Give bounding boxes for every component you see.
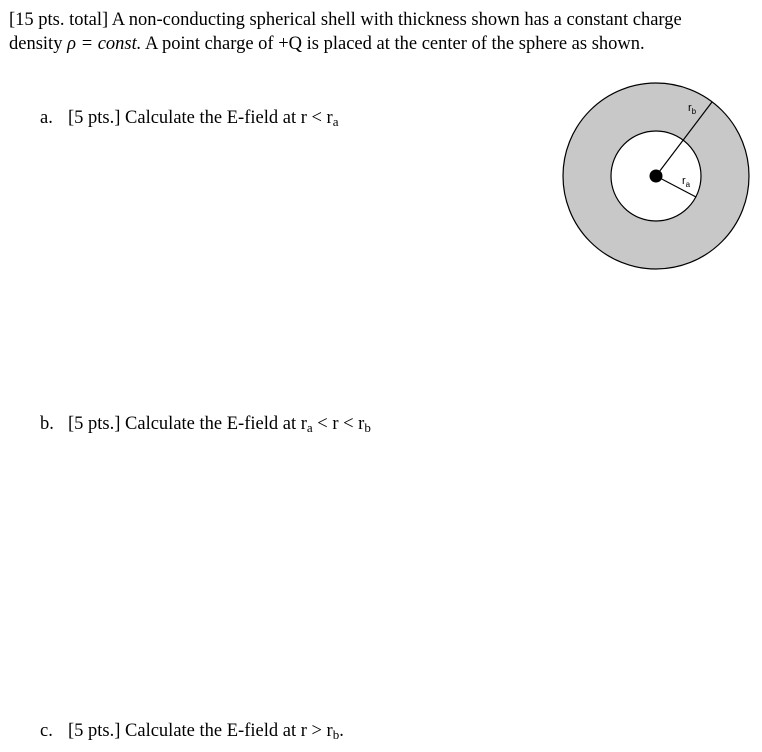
charge-density-expression: ρ = const. <box>67 34 142 54</box>
question-b-text: [5 pts.] Calculate the E-field at r <box>68 414 307 434</box>
question-b-label: b. <box>40 414 54 434</box>
question-c-tail: . <box>339 721 344 741</box>
ra-label: $r_a$ <box>682 175 691 189</box>
problem-statement <box>9 8 739 56</box>
question-a-label: a. <box>40 108 53 128</box>
question-a-text: [5 pts.] Calculate the E-field at r < r <box>68 108 333 128</box>
question-b-subscript-a: a <box>306 420 313 435</box>
question-c <box>40 719 344 747</box>
question-b <box>40 412 371 440</box>
spherical-shell-diagram <box>560 80 756 276</box>
question-b-tail: < r < r <box>312 414 365 434</box>
question-c-subscript: b <box>332 727 340 742</box>
intro-text-2: A point charge of +Q is placed at the center of the sphere as shown. <box>141 34 645 54</box>
rb-label: $r_b$ <box>688 102 697 116</box>
intro-text-1: [15 pts. total] A non-conducting spherical shell with thickness shown has a constant charge density <box>9 10 682 54</box>
question-c-text: [5 pts.] Calculate the E-field at r > r <box>68 721 333 741</box>
question-a-subscript: a <box>332 114 339 129</box>
point-charge <box>650 170 663 183</box>
question-c-label: c. <box>40 721 53 741</box>
question-a <box>40 106 339 134</box>
question-b-subscript-b: b <box>364 420 371 435</box>
